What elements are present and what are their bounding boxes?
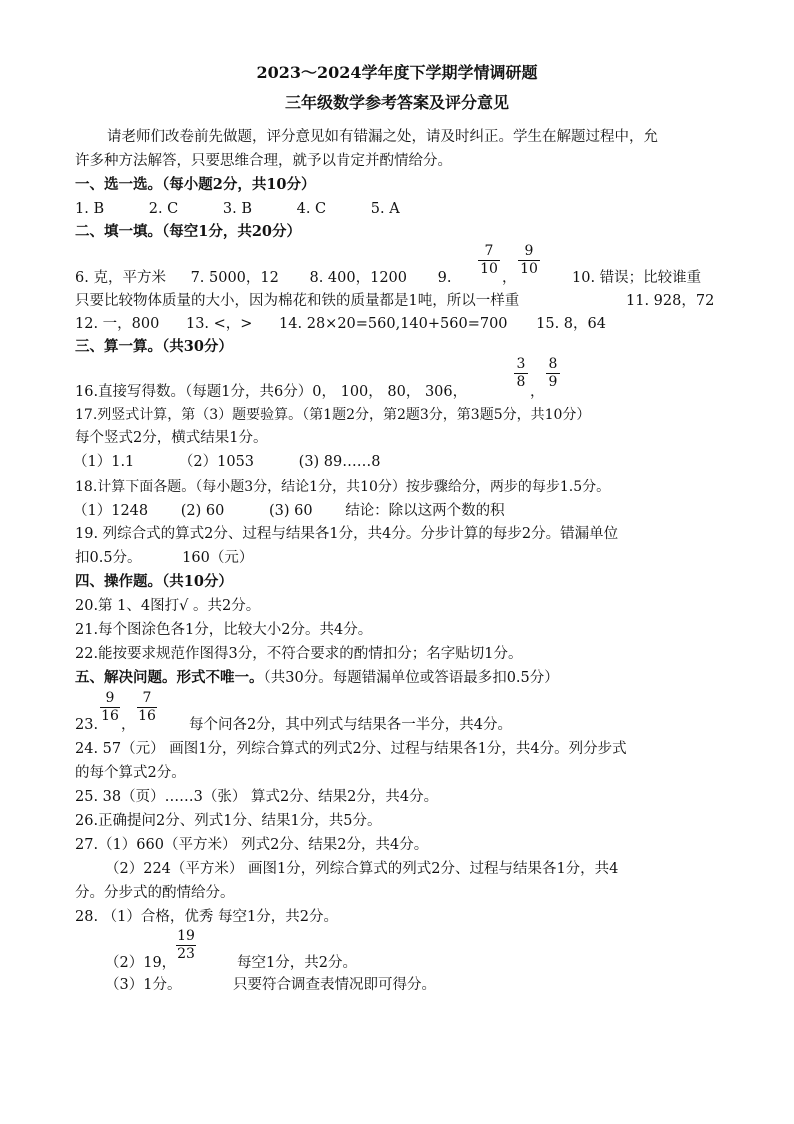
answer-2: 2. C	[148, 201, 179, 217]
q14-answer: 14. 28×20=560,140+560=700	[279, 316, 508, 332]
q10-continuation: 只要比较物体质量的大小，因为棉花和铁的质量都是1吨，所以一样重	[75, 293, 520, 309]
q27-part-2: （2）224（平方米） 画图1分，列综合算式的列式2分、过程与结果各1分，共4	[105, 861, 619, 877]
answer-5: 5. A	[370, 201, 400, 217]
section-5-title: 五、解决问题。形式不唯一。	[75, 669, 264, 686]
q22-line: 22.能按要求规范作图得3分，不符合要求的酌情扣分；名字贴切1分。	[75, 646, 523, 662]
q28-f-numerator: 19	[177, 928, 195, 944]
q9-f2-numerator: 9	[524, 243, 534, 259]
answer-3: 3. B	[222, 201, 252, 217]
q27-line-3: 分。分步式的酌情给分。	[75, 885, 235, 901]
q8-answer: 8. 400，1200	[309, 270, 407, 286]
q20-line: 20.第 1、4图打√ 。共2分。	[75, 598, 261, 614]
q28-line: 28. （1）合格，优秀 每空1分，共2分。	[75, 909, 338, 925]
q28-part-3-text: 只要符合调查表情况即可得分。	[233, 977, 436, 993]
q28-part-2: （2）19，	[105, 955, 177, 971]
q27-line: 27.（1）660（平方米） 列式2分、结果2分，共4分。	[75, 837, 429, 853]
q16-f1-denominator: 8	[516, 374, 526, 390]
q18-conclusion: 结论：除以这两个数的积	[345, 503, 505, 519]
q12-answer: 12. 一，800	[75, 316, 160, 332]
q24-line-2: 的每个算式2分。	[75, 765, 186, 781]
q7-answer: 7. 5000，12	[190, 270, 279, 286]
q18-answer-1: （1）1248	[73, 503, 149, 519]
q18-answers	[73, 501, 505, 521]
q16-f2-numerator: 8	[548, 356, 558, 372]
q6-q10-line	[75, 268, 451, 288]
q13-answer: 13. <，>	[185, 316, 253, 332]
q9-fraction-2	[518, 244, 540, 277]
q18-line: 18.计算下面各题。（每小题3分，结论1分，共10分）按步骤给分，两步的每步1.5分。	[75, 479, 611, 495]
q9-f2-denominator: 10	[520, 261, 538, 277]
q12-q15-line	[75, 314, 606, 334]
q11-answer: 11. 928，72	[626, 293, 715, 309]
section-5-note: （共30分。每题错漏单位或答语最多扣0.5分）	[263, 670, 559, 686]
intro-line-1: 请老师们改卷前先做题，评分意见如有错漏之处，请及时纠正。学生在解题过程中，允	[107, 129, 658, 145]
q23-f1-denominator: 16	[101, 708, 119, 724]
q28-f-denominator: 23	[177, 946, 195, 962]
q17-answer-1: （1）1.1	[73, 454, 135, 470]
q17-line-2: 每个竖式2分，横式结果1分。	[75, 430, 268, 446]
q23-f2-numerator: 7	[142, 690, 152, 706]
q21-line: 21.每个图涂色各1分，比较大小2分。共4分。	[75, 622, 373, 638]
q9-f1-numerator: 7	[484, 243, 494, 259]
answer-1: 1. B	[75, 201, 105, 217]
q23-fraction-1	[100, 691, 120, 724]
q16-comma: ，	[530, 384, 545, 400]
q9-comma: ，	[502, 270, 517, 286]
q23-text: 每个问各2分，其中列式与结果各一半分，共4分。	[189, 717, 512, 733]
q10-answer: 10. 错误；比较谁重	[572, 270, 702, 286]
q16-fraction-2	[546, 357, 560, 390]
q28-part-3: （3）1分。	[105, 977, 182, 993]
q23-comma: ，	[121, 717, 136, 733]
q28-part-2-text: 每空1分，共2分。	[237, 955, 357, 971]
answer-4: 4. C	[296, 201, 327, 217]
q23-label: 23.	[75, 717, 99, 733]
page-title: 2023～2024学年度下学期学情调研题	[256, 63, 538, 82]
q15-answer: 15. 8，64	[536, 316, 606, 332]
section-4-heading: 四、操作题。（共10分）	[75, 573, 233, 590]
page-subtitle: 三年级数学参考答案及评分意见	[284, 93, 509, 112]
q9-f1-denominator: 10	[480, 261, 498, 277]
q17-answer-2: （2）1053	[178, 454, 255, 470]
q17-line: 17.列竖式计算，第（3）题要验算。（第1题2分，第2题3分，第3题5分，共10分）	[75, 407, 591, 423]
q24-line: 24. 57（元） 画图1分，列综合算式的列式2分、过程与结果各1分，共4分。列分步式	[75, 741, 627, 757]
q6-answer: 6. 克，平方米	[75, 270, 166, 286]
q16-f2-denominator: 9	[548, 374, 558, 390]
section-1-answers	[75, 199, 400, 219]
q18-answer-2: (2) 60	[180, 503, 225, 519]
q9-label: 9.	[437, 270, 452, 286]
q18-answer-3: (3) 60	[268, 503, 313, 519]
q17-answer-3: (3) 89……8	[298, 454, 381, 470]
q19-line-2	[75, 548, 253, 568]
q9-fraction-1	[478, 244, 500, 277]
q19-answer: 160（元）	[182, 550, 254, 566]
section-1-heading: 一、选一选。（每小题2分，共10分）	[75, 176, 316, 193]
intro-line-2: 许多种方法解答，只要思维合理，就予以肯定并酌情给分。	[75, 153, 452, 169]
q16-line: 16.直接写得数。（每题1分，共6分）0， 100， 80， 306，	[75, 384, 468, 400]
q28-fraction	[176, 929, 196, 962]
q26-line: 26.正确提问2分、列式1分、结果1分，共5分。	[75, 813, 382, 829]
q23-f1-numerator: 9	[105, 690, 115, 706]
q17-answers	[73, 452, 380, 472]
section-3-heading: 三、算一算。（共30分）	[75, 338, 233, 355]
q19-line: 19. 列综合式的算式2分、过程与结果各1分，共4分。分步计算的每步2分。错漏单位	[75, 526, 619, 542]
q16-fraction-1	[514, 357, 528, 390]
q23-fraction-2	[137, 691, 157, 724]
q23-f2-denominator: 16	[138, 708, 156, 724]
section-2-heading: 二、填一填。（每空1分，共20分）	[75, 223, 302, 240]
section-5-heading	[75, 668, 559, 688]
q25-line: 25. 38（页）……3（张） 算式2分、结果2分，共4分。	[75, 789, 439, 805]
q19-deduction: 扣0.5分。	[75, 550, 142, 566]
q16-f1-numerator: 3	[516, 356, 526, 372]
